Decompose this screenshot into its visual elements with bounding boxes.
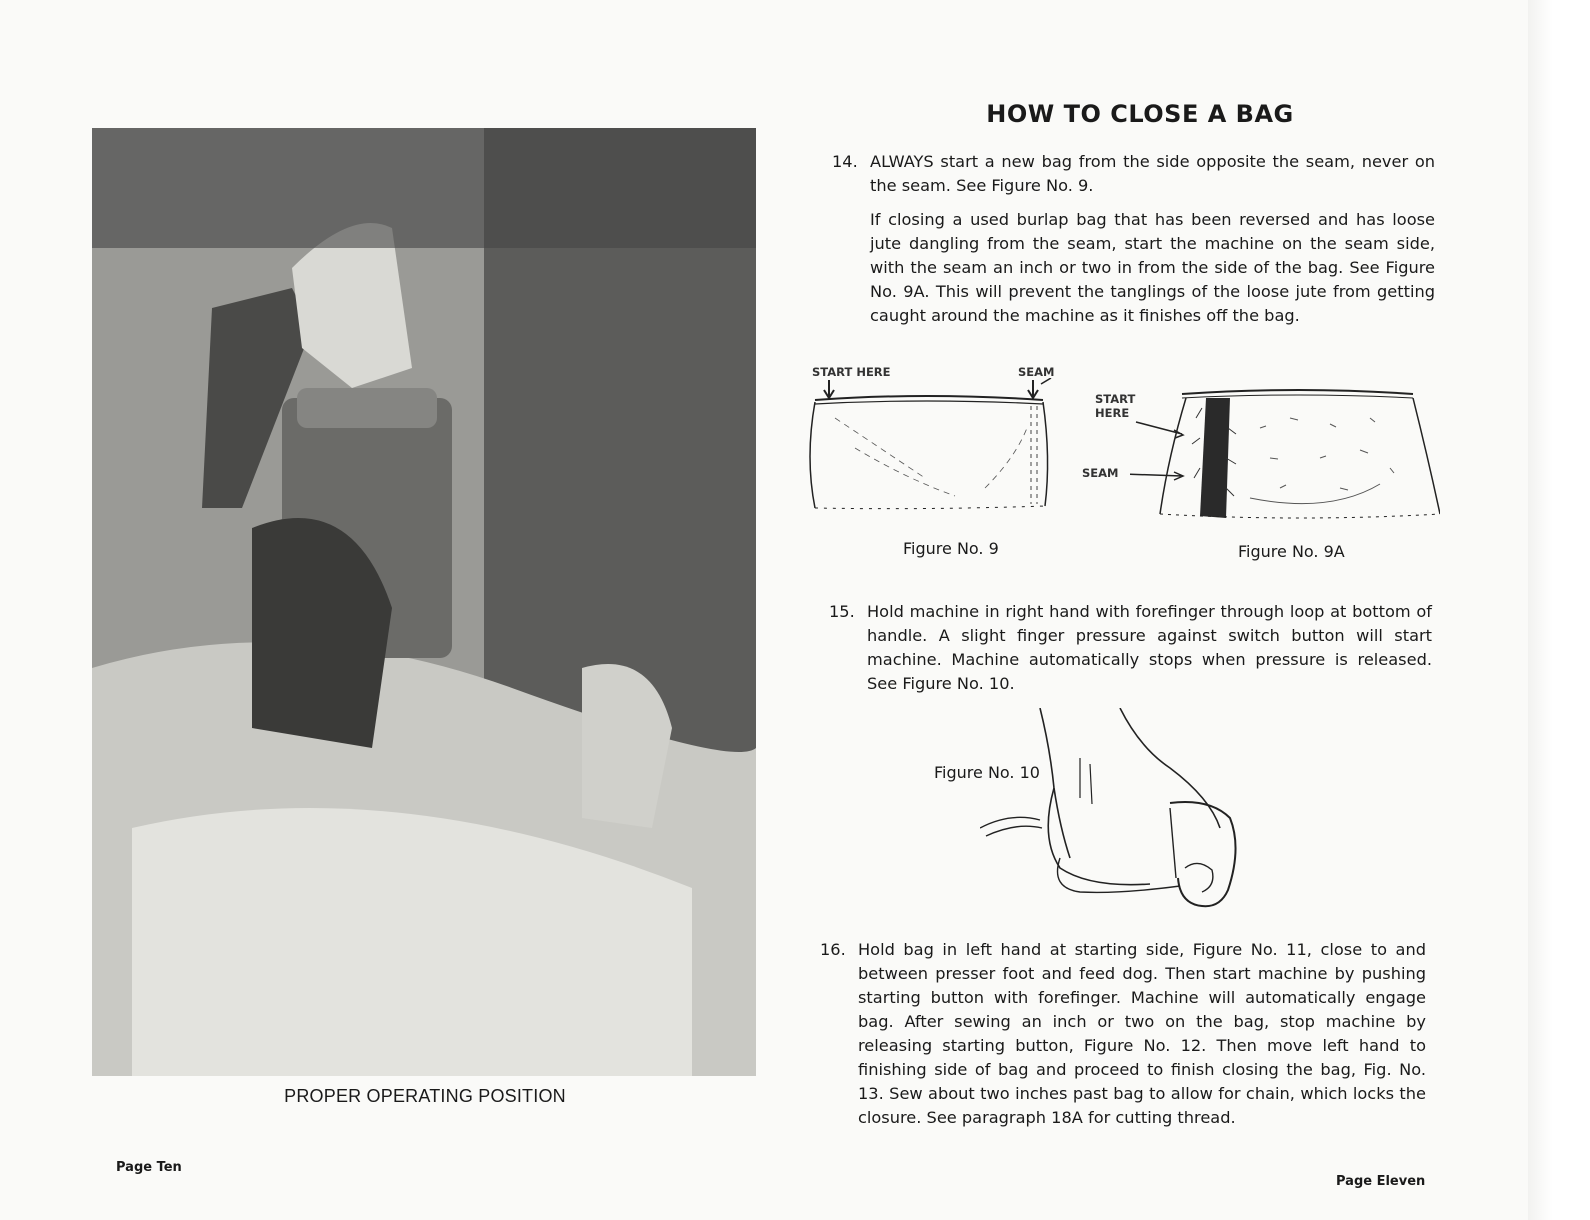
figure-9-caption: Figure No. 9 <box>903 539 999 558</box>
paragraph-14-continued: If closing a used burlap bag that has been reversed and has loose jute dangling from the seam, start the machine on the seam side, with the seam an inch or two in from the side of the bag. See Figure No. 9A. This will prevent the tanglings of the loose jute from getting caught around the machine as it finishes off the bag. <box>870 210 1435 325</box>
page-number-right: Page Eleven <box>1336 1174 1426 1189</box>
paragraph-number: 15. <box>829 602 855 621</box>
photo-illustration <box>92 128 756 1076</box>
figure-9a-burlap-bag-drawing <box>1130 388 1440 526</box>
paragraph-number: 14. <box>832 152 858 171</box>
fig9a-here-label: HERE <box>1095 406 1130 420</box>
figure-9-bag-drawing <box>805 378 1075 528</box>
operating-position-photo <box>92 128 756 1076</box>
page-fold-shadow <box>1528 0 1590 1220</box>
fig9a-seam-label: SEAM <box>1082 466 1119 480</box>
paragraph-15 <box>829 600 1432 696</box>
paragraph-text: ALWAYS start a new bag from the side opposite the seam, never on the seam. See Figure No. 9. <box>870 152 1435 195</box>
paragraph-number: 16. <box>820 940 846 959</box>
figure-9a-caption: Figure No. 9A <box>1238 542 1345 561</box>
fig9-start-label: START HERE <box>812 365 891 379</box>
fig9-seam-label: SEAM <box>1018 365 1055 379</box>
fig9a-start-label: START <box>1095 392 1136 406</box>
paragraph-16 <box>820 938 1426 1130</box>
figure-10-hand-drawing <box>980 708 1260 920</box>
paragraph-text: Hold machine in right hand with forefinger through loop at bottom of handle. A slight finger pressure against switch button will start machine. Machine automatically stops when pressure is released. See Figure No. 10. <box>867 602 1432 693</box>
page-number-left: Page Ten <box>116 1160 182 1175</box>
figure-10-caption: Figure No. 10 <box>934 763 1040 782</box>
photo-caption: PROPER OPERATING POSITION <box>284 1086 566 1106</box>
paragraph-14 <box>832 150 1435 198</box>
page-title: HOW TO CLOSE A BAG <box>986 100 1294 128</box>
paragraph-text: Hold bag in left hand at starting side, Figure No. 11, close to and between presser foot and feed dog. Then start machine by pushing starting button with forefinger. Machine will automatically engage bag. After sewing an inch or two on the bag, stop machine by releasing starting button, Figure No. 12. Then move left hand to finishing side of bag and proceed to finish closing the bag, Fig. No. 13. Sew about two inches past bag to allow for chain, which locks the closure. See paragraph 18A for cutting thread. <box>858 940 1426 1127</box>
